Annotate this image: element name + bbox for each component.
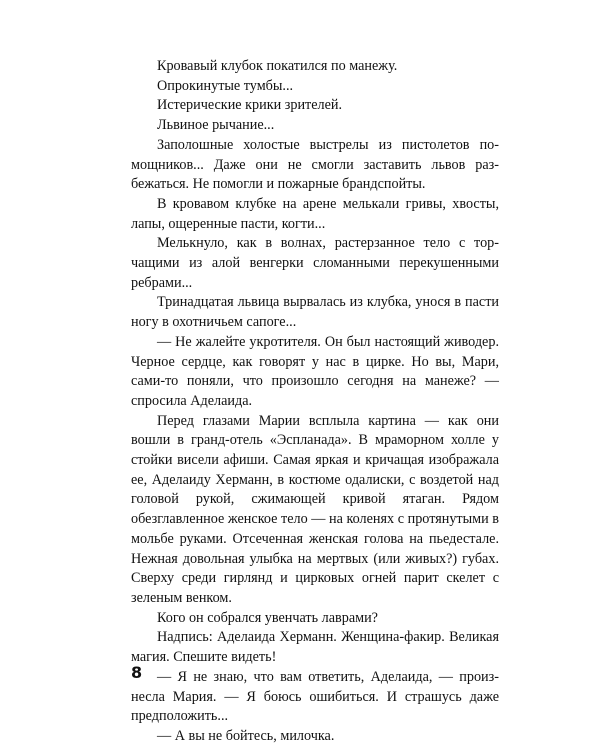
- paragraph: Кровавый клубок покатился по манежу.: [157, 58, 398, 74]
- paragraph: Опрокинутые тумбы...: [157, 77, 294, 94]
- paragraph: — Не жалейте укротителя. Он был настоящий живодер. Черное сердце, как говорят у нас в цирке. Но вы, Мари, сами-то поняли, что произошло сегодня на манеже? — спросила Аделаида.: [131, 333, 499, 409]
- paragraph: Надпись: Аделаида Херманн. Женщина-факир. Великая магия. Спешите видеть!: [131, 629, 499, 666]
- book-page-text: [131, 57, 499, 747]
- paragraph: Перед глазами Марии всплыла картина — как они вошли в гранд-отель «Эспланада». В мраморном холле у стойки висели афиши. Самая яркая и кричащая изображала ее, Аделаиду Херманн, в костюме одалиски, с воздетой над головой рукой, сжимающей кривой ятаган. Рядом обезглавленное женское тело — на коленях с протянутыми в мольбе руками. Отсеченная женская голова на пьедестале. Нежная довольная улыбка на мертвых (или живых?) губах. Сверху среди гирлянд и цирковых огней парит скелет с зеленым венком.: [131, 412, 499, 606]
- page-number: 8: [131, 663, 143, 682]
- paragraph: Кого он собрался увенчать лаврами?: [157, 609, 378, 626]
- paragraph: Мелькнуло, как в волнах, растерзанное тело с торчащими из алой венгерки сломанными перекушенными ребрами...: [131, 235, 499, 291]
- paragraph: — Я не знаю, что вам ответить, Аделаида, — произнесла Мария. — Я боюсь ошибиться. И страшусь даже предположить...: [131, 668, 499, 725]
- paragraph: Заполошные холостые выстрелы из пистолетов помощников... Даже они не смогли заставить львов разбежаться. Не помогли и пожарные брандспойты.: [131, 136, 499, 193]
- paragraph: — А вы не бойтесь, милочка.: [157, 727, 335, 744]
- paragraph: Тринадцатая львица вырвалась из клубка, унося в пасти ногу в охотничьем сапоге...: [131, 294, 499, 331]
- paragraph: Истерические крики зрителей.: [157, 97, 343, 114]
- paragraph: В кровавом клубке на арене мелькали гривы, хвосты, лапы, ощеренные пасти, когти...: [131, 195, 499, 232]
- paragraph: Львиное рычание...: [157, 117, 275, 134]
